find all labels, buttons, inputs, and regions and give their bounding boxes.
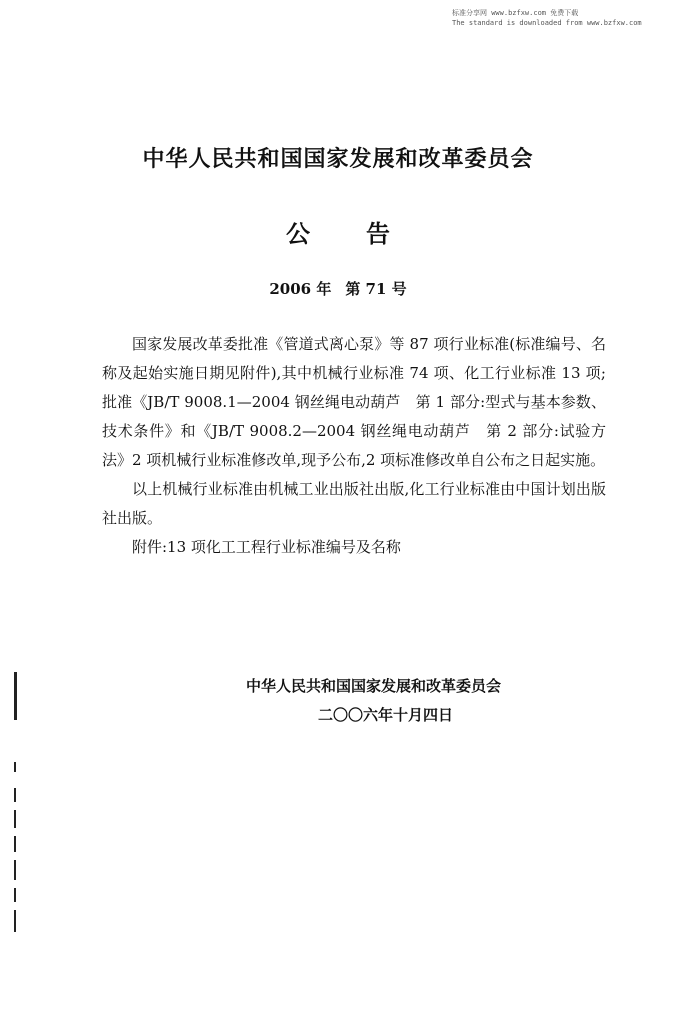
body-paragraph-2: 以上机械行业标准由机械工业出版社出版,化工行业标准由中国计划出版社出版。 [102, 480, 606, 527]
announcement-number: 第 71 号 [345, 280, 407, 298]
watermark-line-1: 标准分享网 www.bzfxw.com 免费下载 [452, 9, 579, 17]
scan-mark [14, 888, 16, 902]
announcement-body [102, 330, 606, 562]
title-char-2: 告 [366, 220, 390, 248]
watermark [452, 8, 672, 28]
document-title [0, 214, 676, 249]
scan-mark [14, 672, 17, 720]
signature-date: 二〇〇六年十月四日 [318, 706, 454, 724]
scan-mark [14, 836, 16, 852]
body-paragraph-3: 附件:13 项化工工程行业标准编号及名称 [132, 538, 401, 556]
document-number [0, 278, 676, 299]
issuer-heading: 中华人民共和国国家发展和改革委员会 [142, 147, 534, 172]
watermark-line-2: The standard is downloaded from www.bzfxw.com [452, 19, 642, 27]
title-char-1: 公 [286, 220, 310, 248]
body-paragraph-1: 国家发展改革委批准《管道式离心泵》等 87 项行业标准(标准编号、名称及起始实施日期见附件),其中机械行业标准 74 项、化工行业标准 13 项;批准《JB/T 9008.1—2004 钢丝绳电动葫芦 第 1 部分:型式与基本参数、技术条件》和《JB/T 9008.2—2004 钢丝绳电动葫芦 第 2 部分:试验方法》2 项机械行业标准修改单,现予公布,2 项标准修改单自公布之日起实施。 [102, 335, 606, 469]
signature-organization: 中华人民共和国国家发展和改革委员会 [246, 677, 502, 695]
scan-mark [14, 910, 16, 932]
scan-mark [14, 762, 16, 772]
scan-mark [14, 810, 16, 828]
signature-block [246, 672, 556, 730]
announcement-year: 2006 年 [269, 280, 332, 298]
scan-mark [14, 860, 16, 880]
scan-mark [14, 788, 16, 802]
